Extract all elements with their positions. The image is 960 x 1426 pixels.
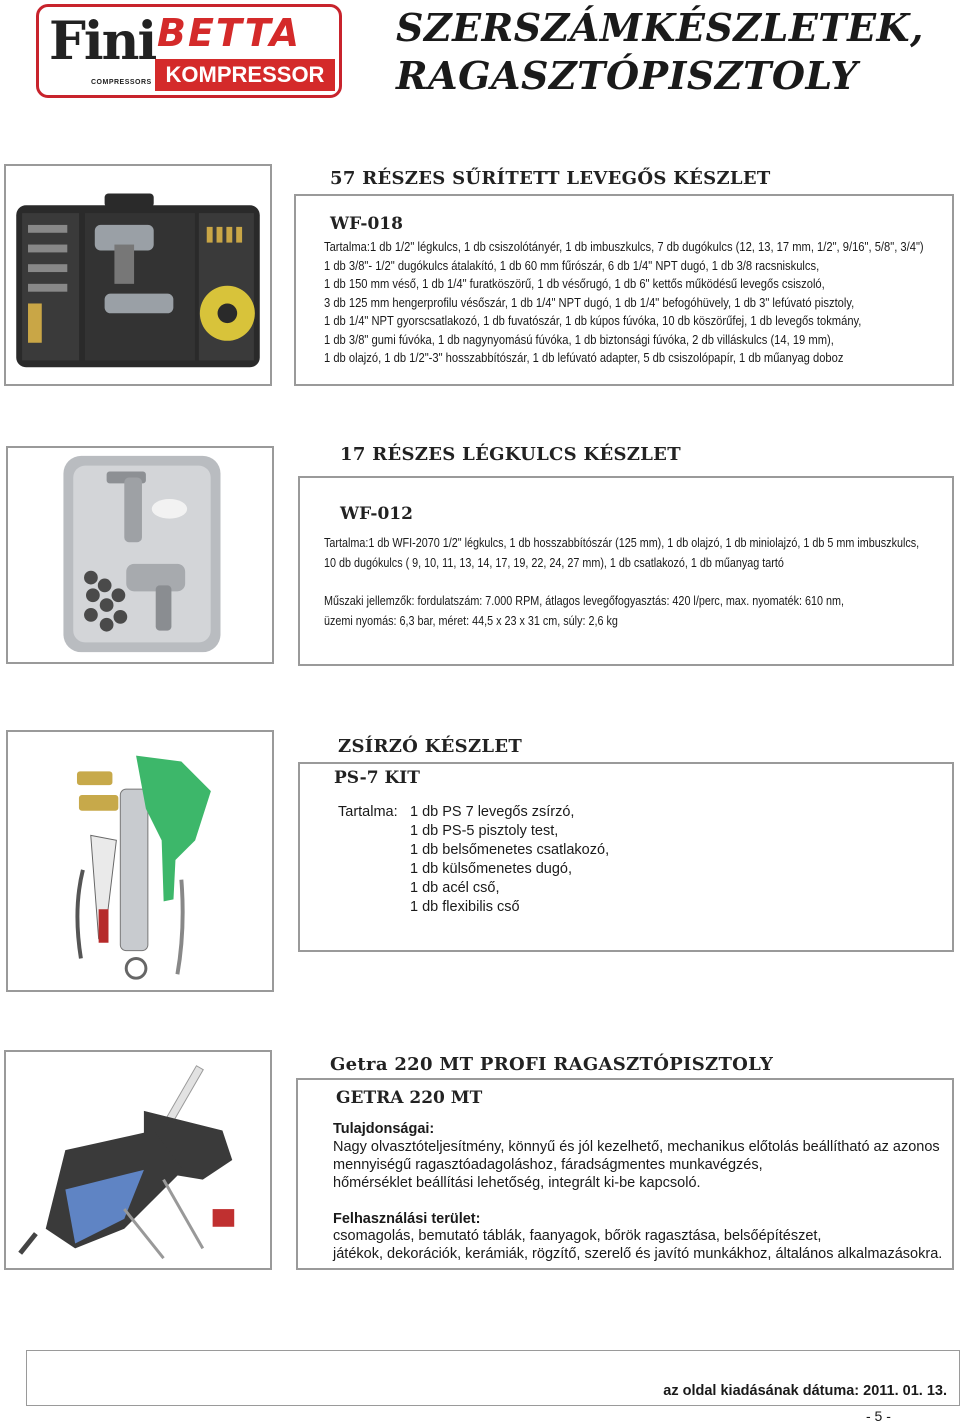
footer-box (26, 1350, 960, 1406)
product-image-glue-gun (4, 1050, 272, 1270)
product-title: Getra 220 MT PROFI RAGASZTÓPISZTOLY (330, 1054, 774, 1075)
product-code: WF-012 (340, 504, 413, 524)
product-specs (324, 591, 844, 631)
product-contents (324, 533, 919, 573)
properties-line: Nagy olvasztóteljesítmény, könnyű és jól kezelhető, mechanikus előtolás beállítható az azonos (333, 1139, 940, 1155)
usage-line: játékok, dekorációk, kerámiák, rögzítő, szerelő és javító munkákhoz, általános alkalmazásokra. (333, 1246, 943, 1262)
properties-text (333, 1138, 940, 1192)
logo-fini-text: Fini (49, 11, 156, 72)
content-line: Tartalma:1 db WFI-2070 1/2" légkulcs, 1 db hosszabbítószár (125 mm), 1 db olajzó, 1 db miniolajzó, 1 db 5 mm imbuszkulcs, (324, 535, 920, 550)
page-title-line1: SZERSZÁMKÉSZLETEK, (396, 5, 924, 50)
content-line: Tartalma:1 db 1/2" légkulcs, 1 db csiszolótányér, 1 db imbuszkulcs, 7 db dugókulcs (12, 13, 17 mm, 1/2", 9/16", 5/8", 3/4") (324, 239, 924, 254)
product-contents (324, 238, 924, 368)
list-item: 1 db PS 7 levegős zsírzó, (410, 804, 575, 820)
content-line: 1 db 3/8" gumi fúvóka, 1 db nagynyomású fúvóka, 1 db biztonsági fúvóka, 2 db villáskulcs (14, 19 mm), (324, 331, 834, 347)
usage-text (333, 1227, 942, 1263)
product-title: 17 RÉSZES LÉGKULCS KÉSZLET (340, 444, 681, 465)
list-item: 1 db belsőmenetes csatlakozó, (410, 842, 610, 858)
properties-line: hőmérséklet beállítási lehetőség, integrált ki-be kapcsoló. (333, 1175, 701, 1191)
content-line: 1 db 3/8"- 1/2" dugókulcs átalakító, 1 db 60 mm fűrószár, 6 db 1/4" NPT dugó, 1 db 3/8 racsniskulcs, (324, 257, 820, 273)
page-title-line2: RAGASZTÓPISZTOLY (396, 53, 858, 98)
content-line: 1 db 150 mm véső, 1 db 1/4" furatköszörű, 1 db vésőrugó, 1 db 6" kettős működésű levegős csiszoló, (324, 276, 825, 291)
brand-logo (36, 4, 342, 98)
page-number: - 5 - (866, 1408, 891, 1424)
content-line: 10 db dugókulcs ( 9, 10, 11, 13, 14, 17, 19, 22, 24, 27 mm), 1 db csatlakozó, 1 db műanyag tartó (324, 555, 784, 570)
publication-date: az oldal kiadásának dátuma: 2011. 01. 13. (663, 1383, 947, 1399)
product-code: GETRA 220 MT (336, 1088, 483, 1108)
page-title (396, 4, 924, 100)
properties-line: mennyiségű ragasztóadagoláshoz, fáradságmentes munkavégzés, (333, 1157, 763, 1173)
product-description-box (298, 762, 954, 952)
list-item: 1 db PS-5 pisztoly test, (410, 823, 559, 839)
product-title: ZSÍRZÓ KÉSZLET (338, 736, 523, 757)
list-item: 1 db acél cső, (410, 880, 500, 896)
product-contents-list (410, 803, 609, 917)
logo-betta-text: BETTA (157, 11, 302, 55)
logo-fini-subtext: COMPRESSORS (91, 79, 152, 86)
usage-heading: Felhasználási terület: (333, 1211, 481, 1227)
product-image-grease-kit (6, 730, 274, 992)
content-line: 1 db 1/4" NPT gyorscsatlakozó, 1 db fuvatószár, 1 db kúpos fúvóka, 10 db köszörűfej, 1 db levegős tokmány, (324, 313, 862, 328)
properties-heading: Tulajdonságai: (333, 1121, 435, 1137)
product-title: 57 RÉSZES SŰRÍTETT LEVEGŐS KÉSZLET (330, 168, 771, 189)
usage-line: csomagolás, bemutató táblák, faanyagok, bőrök ragasztása, belsőépítészet, (333, 1228, 822, 1244)
contents-label: Tartalma: (338, 804, 398, 820)
list-item: 1 db külsőmenetes dugó, (410, 861, 573, 877)
spec-line: üzemi nyomás: 6,3 bar, méret: 44,5 x 23 x 31 cm, súly: 2,6 kg (324, 613, 618, 628)
product-code: WF-018 (330, 214, 403, 234)
product-code: PS-7 KIT (334, 768, 420, 788)
product-image-impact-wrench-case (6, 446, 274, 664)
content-line: 3 db 125 mm hengerprofilu vésőszár, 1 db 1/4" NPT dugó, 1 db 1/4" befogóhüvely, 1 db 3" lefúvató pisztoly, (324, 294, 855, 310)
logo-kompressor-text: KOMPRESSOR (155, 59, 335, 91)
product-image-toolkit-case (4, 164, 272, 386)
content-line: 1 db olajzó, 1 db 1/2"-3" hosszabbítószár, 1 db lefúvató adapter, 5 db csiszolópapír, 1 db műanyag doboz (324, 350, 844, 365)
spec-line: Műszaki jellemzők: fordulatszám: 7.000 RPM, átlagos levegőfogyasztás: 420 l/perc, max. nyomaték: 610 nm, (324, 593, 844, 608)
list-item: 1 db flexibilis cső (410, 899, 520, 915)
